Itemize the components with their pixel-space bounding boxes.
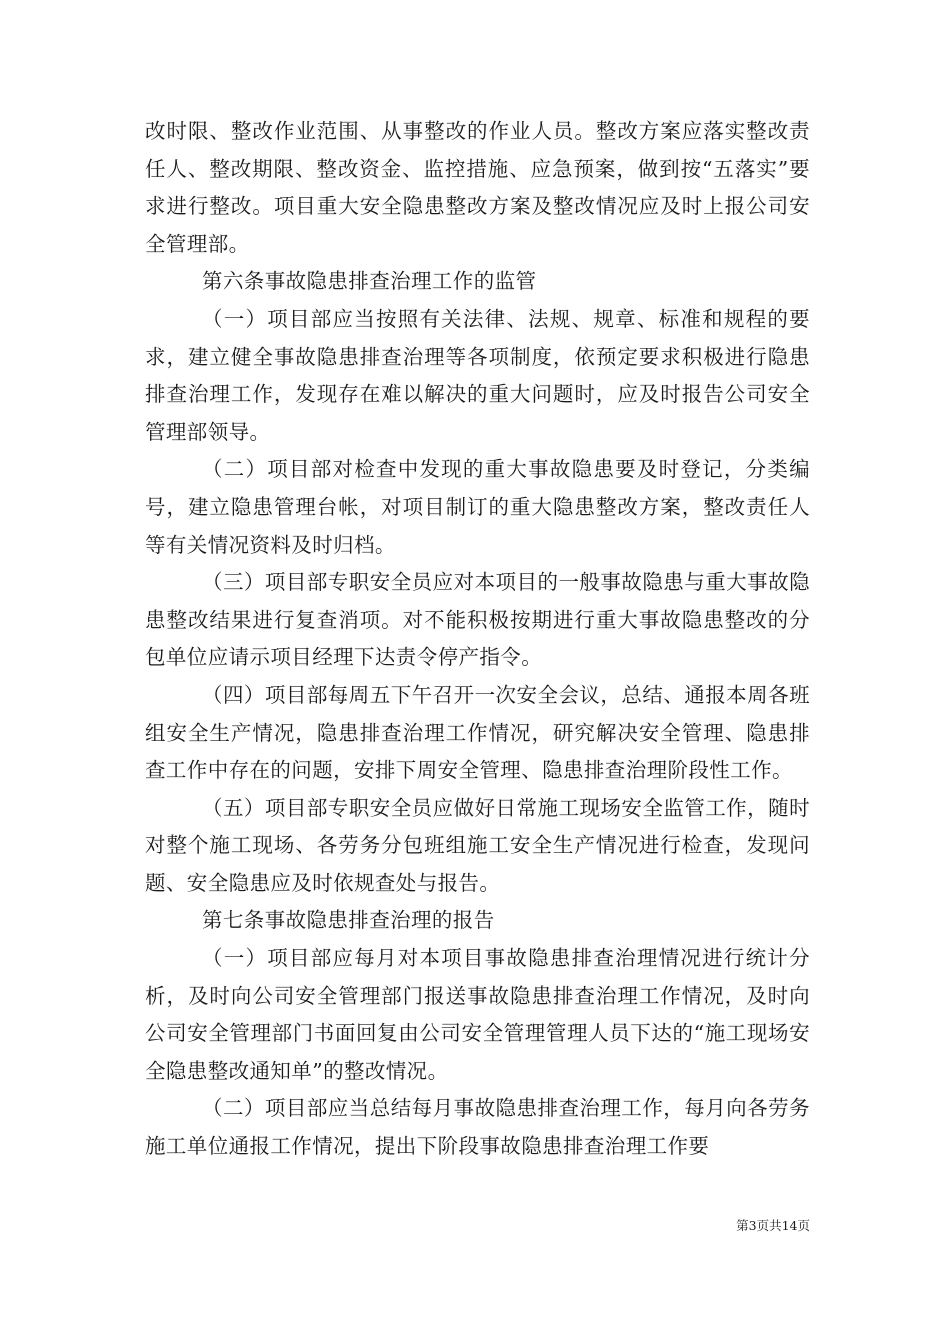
page-number: 第3页共14页	[736, 1218, 810, 1233]
paragraph-7-2: （二）项目部应当总结每月事故隐患排查治理工作，每月向各劳务施工单位通报工作情况，提出下阶段事故隐患排查治理工作要	[145, 1096, 810, 1159]
document-body	[145, 113, 810, 1166]
paragraph-7-1: （一）项目部应每月对本项目事故隐患排查治理情况进行统计分析，及时向公司安全管理部门报送事故隐患排查治理工作情况，及时向公司安全管理部门书面回复由公司安全管理管理人员下达的“施工现场安全隐患整改通知单”的整改情况。	[145, 946, 810, 1083]
paragraph-6-4: （四）项目部每周五下午召开一次安全会议，总结、通报本周各班组安全生产情况，隐患排查治理工作情况，研究解决安全管理、隐患排查工作中存在的问题，安排下周安全管理、隐患排查治理阶段性工作。	[145, 682, 810, 783]
paragraph-6-5: （五）项目部专职安全员应做好日常施工现场安全监管工作，随时对整个施工现场、各劳务分包班组施工安全生产情况进行检查，发现问题、安全隐患应及时依规查处与报告。	[145, 795, 810, 895]
paragraph-6-1: （一）项目部应当按照有关法律、法规、规章、标准和规程的要求，建立健全事故隐患排查治理等各项制度，依预定要求积极进行隐患排查治理工作，发现存在难以解决的重大问题时，应及时报告公司安全管理部领导。	[145, 306, 810, 444]
paragraph-continuation: 改时限、整改作业范围、从事整改的作业人员。整改方案应落实整改责任人、整改期限、整改资金、监控措施、应急预案，做到按“五落实”要求进行整改。项目重大安全隐患整改方案及整改情况应及时上报公司安全管理部。	[145, 119, 810, 256]
article-heading-7: 第七条事故隐患排查治理的报告	[202, 908, 495, 933]
paragraph-6-2: （二）项目部对检查中发现的重大事故隐患要及时登记，分类编号，建立隐患管理台帐，对项目制订的重大隐患整改方案，整改责任人等有关情况资料及时归档。	[145, 457, 810, 557]
paragraph-6-3: （三）项目部专职安全员应对本项目的一般事故隐患与重大事故隐患整改结果进行复查消项。对不能积极按期进行重大事故隐患整改的分包单位应请示项目经理下达责令停产指令。	[145, 570, 810, 670]
article-heading-6: 第六条事故隐患排查治理工作的监管	[202, 269, 537, 294]
